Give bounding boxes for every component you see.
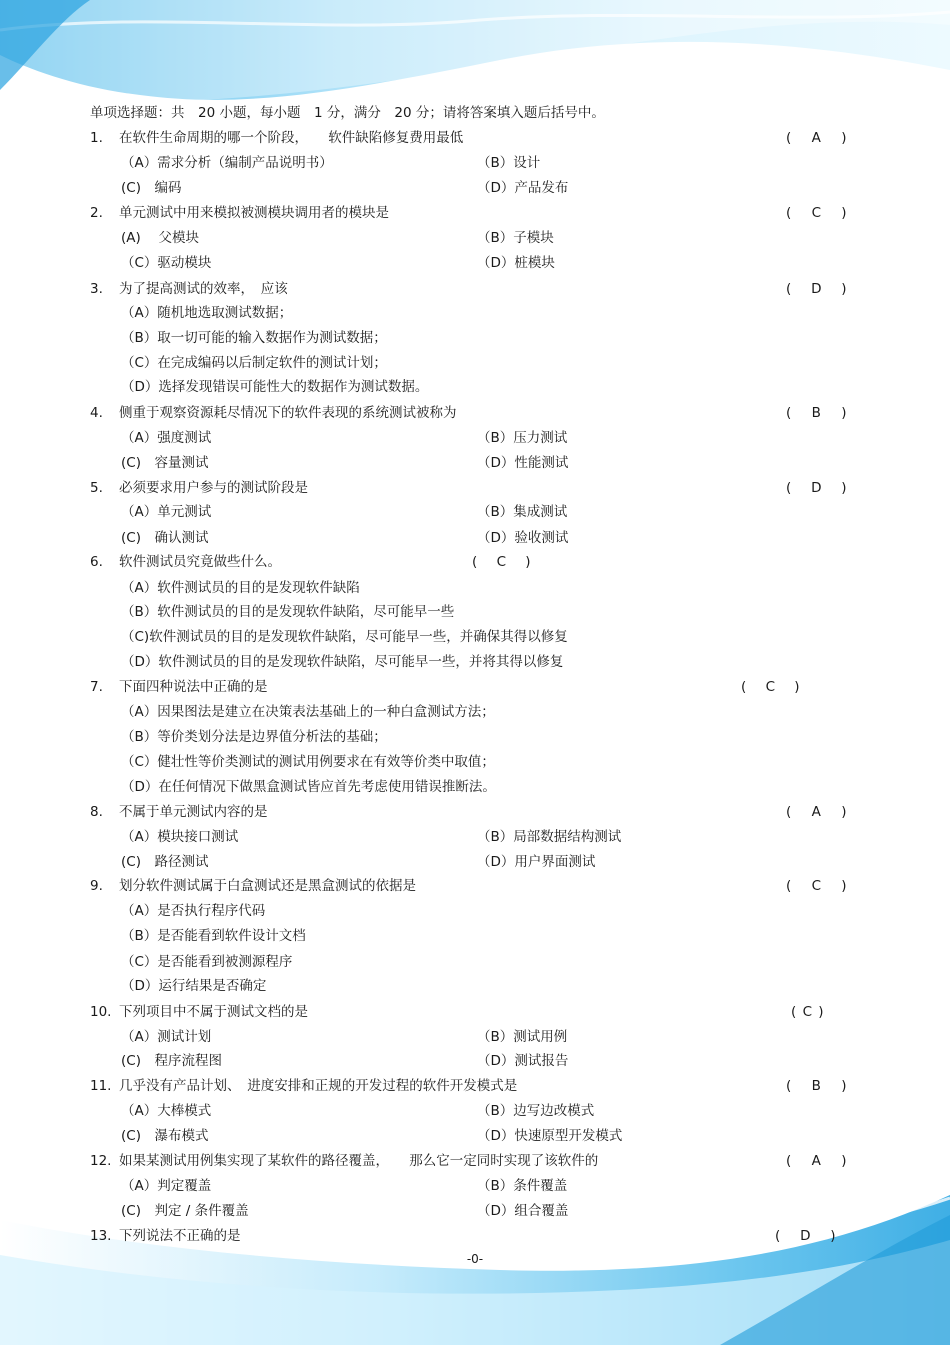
answer-option: （B）局部数据结构测试 — [477, 829, 622, 845]
bracket-close: ) — [830, 1228, 836, 1244]
answer-option: （A）需求分析（编制产品说明书） — [121, 155, 333, 171]
question-stem: 单元测试中用来模拟被测模块调用者的模块是 — [119, 205, 389, 221]
bracket-close: ) — [841, 130, 847, 146]
answer-option: （B）条件覆盖 — [477, 1178, 568, 1194]
answer-option: (C) 容量测试 — [121, 455, 209, 471]
answer-value: C — [802, 1004, 812, 1020]
answer-option: （C)软件测试员的目的是发现软件缺陷，尽可能早一些，并确保其得以修复 — [121, 629, 568, 645]
answer-option: （A）测试计划 — [121, 1029, 212, 1045]
answer-value: C — [765, 679, 775, 695]
answer-bracket — [786, 1077, 847, 1095]
answer-option: (A) 父模块 — [121, 230, 200, 246]
answer-option: （D）组合覆盖 — [477, 1203, 569, 1219]
answer-value: B — [811, 1078, 821, 1094]
answer-bracket — [791, 1003, 824, 1021]
answer-option: （A）软件测试员的目的是发现软件缺陷 — [121, 580, 360, 596]
answer-option: （B）是否能看到软件设计文档 — [121, 928, 306, 944]
answer-option: (C) 程序流程图 — [121, 1053, 222, 1069]
answer-value: C — [496, 554, 506, 570]
answer-option: （B）测试用例 — [477, 1029, 568, 1045]
answer-option: （A）模块接口测试 — [121, 829, 239, 845]
bracket-open: ( — [791, 1004, 797, 1020]
answer-value: A — [811, 804, 821, 820]
question-stem: 侧重于观察资源耗尽情况下的软件表现的系统测试被称为 — [119, 405, 457, 421]
page-number: -0- — [466, 1252, 484, 1266]
bracket-close: ) — [841, 878, 847, 894]
answer-option: （D）测试报告 — [477, 1053, 569, 1069]
answer-option: （B）集成测试 — [477, 504, 568, 520]
answer-option: （D）在任何情况下做黑盒测试皆应首先考虑使用错误推断法。 — [121, 779, 496, 795]
bracket-open: ( — [775, 1228, 781, 1244]
question-stem: 下列说法不正确的是 — [119, 1228, 241, 1244]
question-number: 12. — [90, 1153, 112, 1169]
answer-bracket — [786, 404, 847, 422]
question-stem: 下列项目中不属于测试文档的是 — [119, 1004, 308, 1020]
bracket-open: ( — [786, 130, 792, 146]
answer-option: （D）选择发现错误可能性大的数据作为测试数据。 — [121, 379, 429, 395]
answer-option: （B）压力测试 — [477, 430, 568, 446]
question-stem: 如果某测试用例集实现了某软件的路径覆盖， 那么它一定同时实现了该软件的 — [119, 1153, 599, 1169]
answer-option: （D）软件测试员的目的是发现软件缺陷，尽可能早一些，并将其得以修复 — [121, 654, 564, 670]
question-number: 11. — [90, 1078, 112, 1094]
bracket-open: ( — [786, 1153, 792, 1169]
answer-option: (C) 编码 — [121, 180, 182, 196]
answer-value: B — [811, 405, 821, 421]
bracket-open: ( — [786, 405, 792, 421]
answer-option: （A）随机地选取测试数据； — [121, 305, 293, 321]
question-stem: 不属于单元测试内容的是 — [119, 804, 268, 820]
question-stem: 软件测试员究竟做些什么。 — [119, 554, 281, 570]
bracket-close: ) — [794, 679, 800, 695]
question-stem: 为了提高测试的效率， 应该 — [119, 281, 288, 297]
answer-option: （B）子模块 — [477, 230, 554, 246]
answer-value: D — [800, 1228, 811, 1244]
answer-option: （A）因果图法是建立在决策表法基础上的一种白盒测试方法； — [121, 704, 495, 720]
bracket-open: ( — [786, 804, 792, 820]
answer-bracket — [786, 129, 847, 147]
bracket-close: ) — [841, 1078, 847, 1094]
answer-bracket — [786, 877, 847, 895]
answer-option: （A）是否执行程序代码 — [121, 903, 266, 919]
answer-option: （C）健壮性等价类测试的测试用例要求在有效等价类中取值； — [121, 754, 495, 770]
answer-option: （D）运行结果是否确定 — [121, 978, 267, 994]
answer-option: （C）在完成编码以后制定软件的测试计划； — [121, 355, 387, 371]
bracket-open: ( — [786, 480, 792, 496]
answer-bracket — [786, 479, 847, 497]
question-number: 1. — [90, 130, 103, 146]
answer-bracket — [786, 204, 847, 222]
bracket-open: ( — [786, 205, 792, 221]
bracket-open: ( — [741, 679, 747, 695]
answer-value: D — [811, 281, 822, 297]
question-number: 9. — [90, 878, 103, 894]
answer-option: (C) 瀑布模式 — [121, 1128, 209, 1144]
answer-value: A — [811, 1153, 821, 1169]
answer-bracket — [472, 553, 531, 571]
answer-value: D — [811, 480, 822, 496]
question-number: 6. — [90, 554, 103, 570]
bracket-close: ) — [841, 405, 847, 421]
answer-option: （A）单元测试 — [121, 504, 212, 520]
answer-bracket — [741, 678, 800, 696]
answer-value: C — [811, 205, 821, 221]
question-number: 8. — [90, 804, 103, 820]
answer-option: （B）取一切可能的输入数据作为测试数据； — [121, 330, 387, 346]
bracket-open: ( — [786, 281, 792, 297]
answer-bracket — [786, 1152, 847, 1170]
answer-option: （A）判定覆盖 — [121, 1178, 212, 1194]
bracket-close: ) — [818, 1004, 824, 1020]
bracket-open: ( — [786, 1078, 792, 1094]
answer-value: C — [811, 878, 821, 894]
question-stem: 划分软件测试属于白盒测试还是黑盒测试的依据是 — [119, 878, 416, 894]
bracket-close: ) — [841, 205, 847, 221]
answer-option: （B）边写边改模式 — [477, 1103, 595, 1119]
bracket-close: ) — [841, 480, 847, 496]
question-number: 13. — [90, 1228, 112, 1244]
answer-value: A — [811, 130, 821, 146]
section-header: 单项选择题：共 20 小题，每小题 1 分，满分 20 分；请将答案填入题后括号中。 — [90, 105, 605, 121]
question-stem: 在软件生命周期的哪一个阶段， 软件缺陷修复费用最低 — [119, 130, 464, 146]
answer-bracket — [786, 803, 847, 821]
bracket-close: ) — [841, 804, 847, 820]
question-number: 5. — [90, 480, 103, 496]
answer-option: （D）用户界面测试 — [477, 854, 596, 870]
answer-option: (C) 路径测试 — [121, 854, 209, 870]
question-number: 3. — [90, 281, 103, 297]
bracket-open: ( — [472, 554, 478, 570]
answer-option: （C）驱动模块 — [121, 255, 212, 271]
question-number: 4. — [90, 405, 103, 421]
bracket-open: ( — [786, 878, 792, 894]
question-number: 7. — [90, 679, 103, 695]
answer-option: (C) 确认测试 — [121, 530, 209, 546]
question-number: 2. — [90, 205, 103, 221]
answer-option: （D）产品发布 — [477, 180, 569, 196]
answer-option: (C) 判定 / 条件覆盖 — [121, 1203, 249, 1219]
answer-option: （B）软件测试员的目的是发现软件缺陷，尽可能早一些 — [121, 604, 455, 620]
answer-bracket — [786, 280, 847, 298]
answer-option: （D）桩模块 — [477, 255, 555, 271]
bracket-close: ) — [841, 1153, 847, 1169]
answer-option: （A）大棒模式 — [121, 1103, 212, 1119]
question-stem: 几乎没有产品计划、 进度安排和正规的开发过程的软件开发模式是 — [119, 1078, 518, 1094]
answer-option: （C）是否能看到被测源程序 — [121, 954, 293, 970]
answer-option: （D）验收测试 — [477, 530, 569, 546]
bracket-close: ) — [525, 554, 531, 570]
answer-option: （B）等价类划分法是边界值分析法的基础； — [121, 729, 387, 745]
answer-bracket — [775, 1227, 836, 1245]
bracket-close: ) — [841, 281, 847, 297]
question-stem: 必须要求用户参与的测试阶段是 — [119, 480, 308, 496]
answer-option: （B）设计 — [477, 155, 541, 171]
question-stem: 下面四种说法中正确的是 — [119, 679, 268, 695]
answer-option: （A）强度测试 — [121, 430, 212, 446]
question-number: 10. — [90, 1004, 112, 1020]
answer-option: （D）快速原型开发模式 — [477, 1128, 623, 1144]
answer-option: （D）性能测试 — [477, 455, 569, 471]
